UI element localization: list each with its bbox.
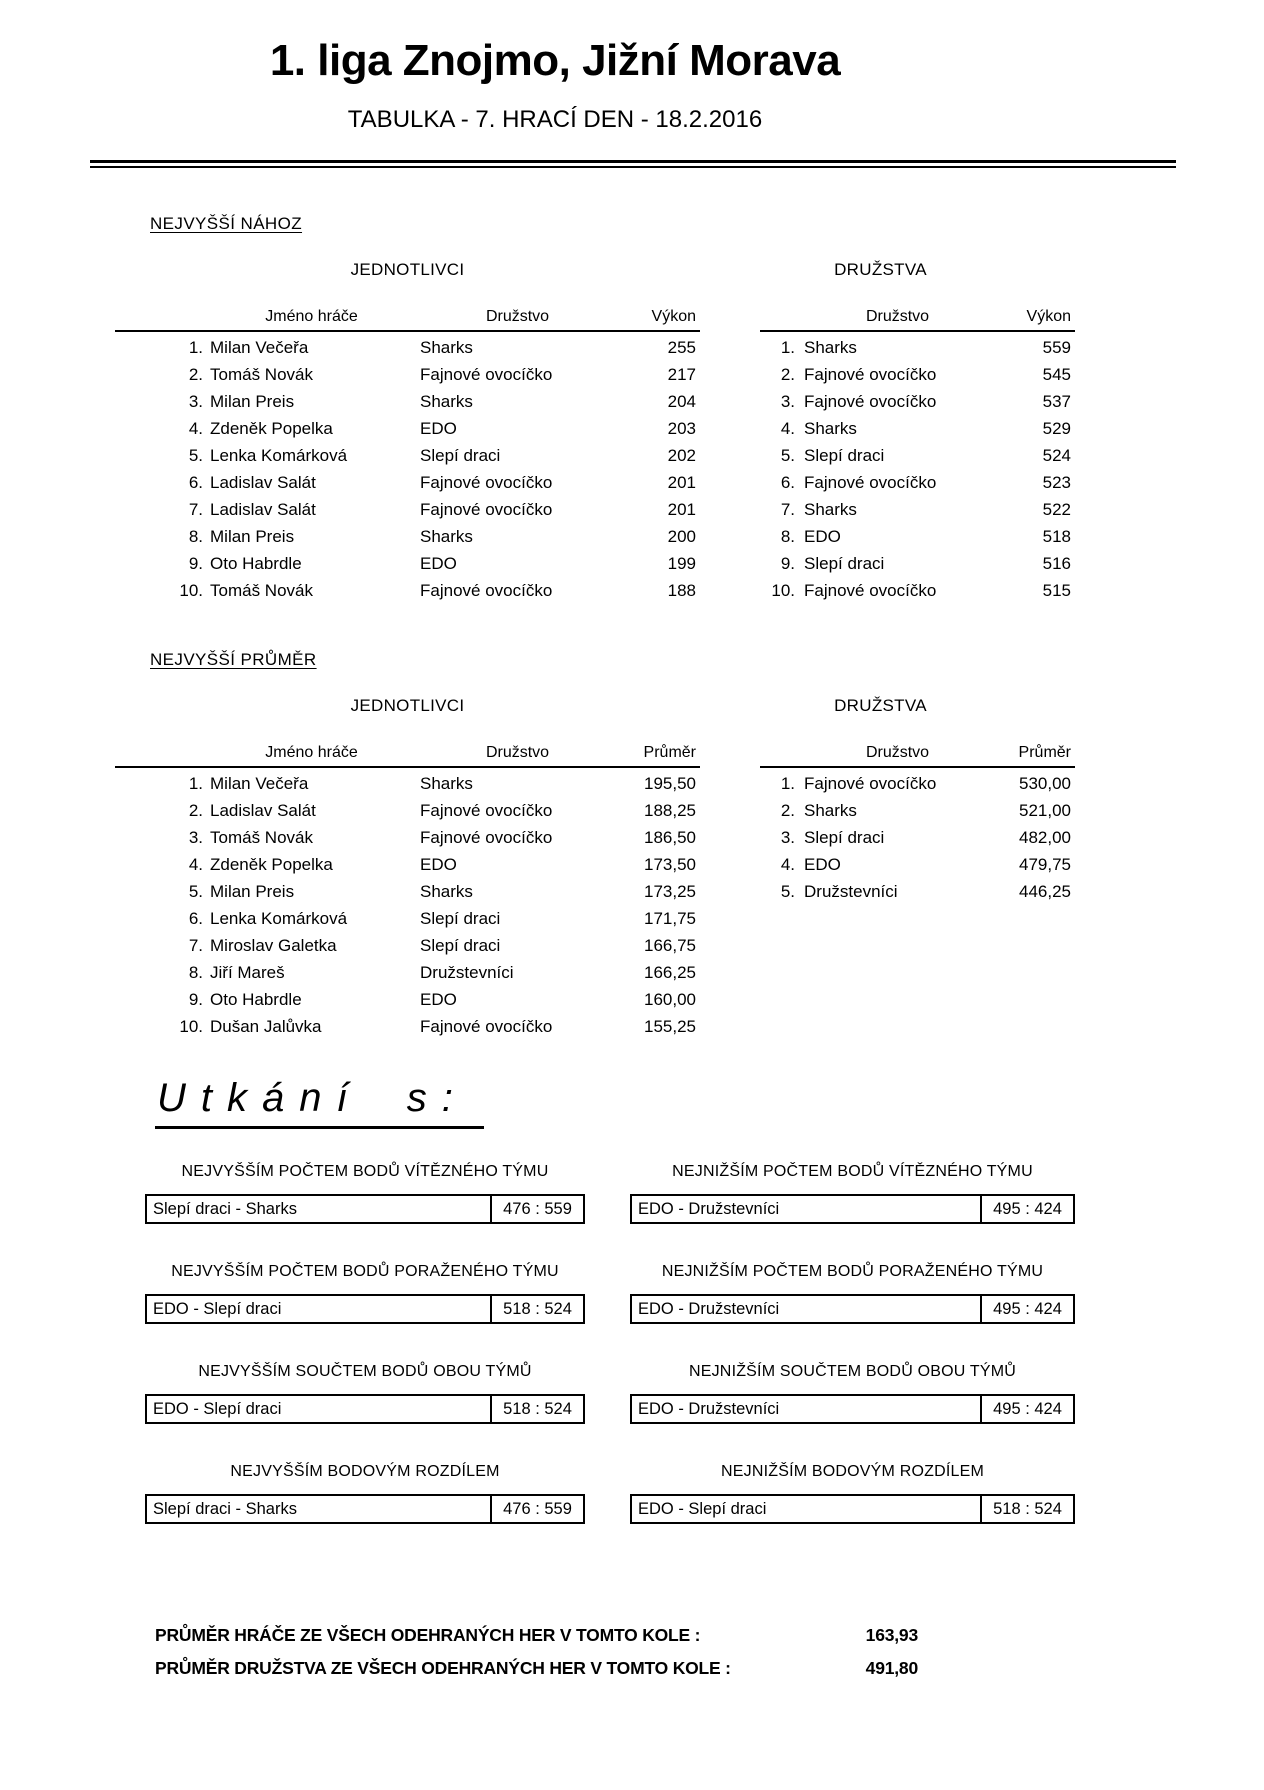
- match-stat-label: NEJVYŠŠÍM POČTEM BODŮ VÍTĚZNÉHO TÝMU: [181, 1163, 549, 1180]
- match-stat-group: [145, 1463, 585, 1524]
- match-stat-group: [145, 1163, 585, 1224]
- row-value: 201: [667, 472, 696, 492]
- row-rank: 7.: [188, 499, 203, 519]
- match-stats-column-left: [145, 1163, 585, 1563]
- player-table-row: [115, 469, 700, 496]
- row-value: 203: [667, 418, 696, 438]
- column-header-player: Jméno hráče: [265, 308, 358, 325]
- player-table-row: [115, 851, 700, 878]
- row-team-name: Sharks: [804, 499, 857, 519]
- row-rank: 6.: [780, 472, 795, 492]
- team-table-row: [760, 469, 1075, 496]
- row-team-name: EDO: [804, 854, 841, 874]
- row-value: 166,75: [644, 935, 696, 955]
- row-rank: 1.: [188, 773, 203, 793]
- row-rank: 2.: [188, 800, 203, 820]
- match-result-box: [630, 1294, 1075, 1324]
- row-value: 186,50: [644, 827, 696, 847]
- row-rank: 9.: [188, 989, 203, 1009]
- team-table-row: [760, 415, 1075, 442]
- row-player-name: Zdeněk Popelka: [210, 418, 333, 438]
- row-value: 200: [667, 526, 696, 546]
- divider-line-bottom: [90, 166, 1176, 168]
- tables-row: [0, 670, 1264, 1040]
- match-teams: Slepí draci - Sharks: [153, 1199, 297, 1218]
- row-player-name: Tomáš Novák: [210, 364, 313, 384]
- match-stat-label: NEJVYŠŠÍM SOUČTEM BODŮ OBOU TÝMŮ: [198, 1363, 532, 1380]
- row-rank: 4.: [780, 854, 795, 874]
- row-team-name: Fajnové ovocíčko: [804, 580, 937, 600]
- row-player-name: Milan Preis: [210, 391, 295, 411]
- row-rank: 1.: [780, 337, 795, 357]
- row-team-name: Slepí draci: [804, 827, 885, 847]
- row-value: 173,50: [644, 854, 696, 874]
- row-team-name: Slepí draci: [804, 553, 885, 573]
- row-team-name: Sharks: [804, 418, 857, 438]
- column-header-value: Výkon: [651, 308, 696, 325]
- row-team-name: Sharks: [420, 773, 473, 793]
- row-value: 524: [1042, 445, 1071, 465]
- player-table-row: [115, 334, 700, 361]
- match-stats-grid: [0, 1163, 1264, 1563]
- row-rank: 3.: [780, 827, 795, 847]
- team-table-row: [760, 797, 1075, 824]
- row-rank: 5.: [780, 445, 795, 465]
- row-team-name: Slepí draci: [420, 445, 501, 465]
- row-player-name: Oto Habrdle: [210, 553, 302, 573]
- row-value: 166,25: [644, 962, 696, 982]
- row-team-name: EDO: [420, 553, 457, 573]
- match-stat-group: [630, 1263, 1075, 1324]
- row-rank: 2.: [780, 800, 795, 820]
- row-player-name: Jiří Mareš: [210, 962, 285, 982]
- row-value: 160,00: [644, 989, 696, 1009]
- row-player-name: Ladislav Salát: [210, 800, 316, 820]
- individuals-table: [115, 670, 700, 1040]
- row-player-name: Milan Preis: [210, 526, 295, 546]
- summary-line: [155, 1619, 918, 1652]
- team-table-row: [760, 577, 1075, 604]
- row-player-name: Miroslav Galetka: [210, 935, 337, 955]
- row-value: 529: [1042, 418, 1071, 438]
- row-team-name: EDO: [804, 526, 841, 546]
- row-rank: 5.: [188, 881, 203, 901]
- player-table-row: [115, 986, 700, 1013]
- row-team-name: Fajnové ovocíčko: [420, 499, 553, 519]
- match-stat-group: [630, 1363, 1075, 1424]
- team-table-row: [760, 851, 1075, 878]
- table-header-row: [760, 742, 1075, 768]
- row-player-name: Tomáš Novák: [210, 580, 313, 600]
- row-player-name: Lenka Komárková: [210, 445, 348, 465]
- row-rank: 9.: [188, 553, 203, 573]
- team-table-row: [760, 550, 1075, 577]
- table-body: [760, 768, 1075, 905]
- match-stat-group: [630, 1163, 1075, 1224]
- row-value: 173,25: [644, 881, 696, 901]
- team-table-row: [760, 334, 1075, 361]
- row-rank: 3.: [188, 827, 203, 847]
- player-table-row: [115, 1013, 700, 1040]
- team-table-row: [760, 824, 1075, 851]
- row-team-name: Slepí draci: [420, 908, 501, 928]
- column-header-team: Družstvo: [485, 308, 550, 325]
- matches-heading-wrap: [155, 1076, 1264, 1129]
- divider-line-top: [90, 160, 1176, 163]
- row-value: 518: [1042, 526, 1071, 546]
- table-body: [760, 332, 1075, 604]
- match-stats-column-right: [630, 1163, 1075, 1563]
- summary-label: PRŮMĚR DRUŽSTVA ZE VŠECH ODEHRANÝCH HER V TOMTO KOLE :: [155, 1658, 731, 1678]
- match-stat-label: NEJNIŽŠÍM POČTEM BODŮ VÍTĚZNÉHO TÝMU: [672, 1163, 1033, 1180]
- row-team-name: Fajnové ovocíčko: [804, 364, 937, 384]
- row-value: 522: [1042, 499, 1071, 519]
- match-stat-label: NEJNIŽŠÍM BODOVÝM ROZDÍLEM: [721, 1463, 984, 1480]
- match-result-box: [630, 1494, 1075, 1524]
- row-value: 545: [1042, 364, 1071, 384]
- match-result-box: [145, 1294, 585, 1324]
- match-stat-label: NEJVYŠŠÍM POČTEM BODŮ PORAŽENÉHO TÝMU: [171, 1263, 559, 1280]
- team-table-row: [760, 361, 1075, 388]
- row-player-name: Milan Večeřa: [210, 773, 309, 793]
- match-result-box: [145, 1194, 585, 1224]
- player-table-row: [115, 959, 700, 986]
- section-matches: [0, 1076, 1264, 1563]
- row-value: 202: [667, 445, 696, 465]
- table-caption: JEDNOTLIVCI: [350, 260, 465, 279]
- row-team-name: Slepí draci: [420, 935, 501, 955]
- row-rank: 6.: [188, 472, 203, 492]
- row-value: 188: [667, 580, 696, 600]
- row-team-name: Sharks: [420, 337, 473, 357]
- table-header-row: [760, 306, 1075, 332]
- match-score: 495 : 424: [980, 1396, 1073, 1422]
- teams-table: [760, 234, 1075, 604]
- row-player-name: Ladislav Salát: [210, 499, 316, 519]
- row-rank: 4.: [188, 854, 203, 874]
- match-score: 495 : 424: [980, 1196, 1073, 1222]
- match-teams: Slepí draci - Sharks: [153, 1499, 297, 1518]
- match-stat-group: [145, 1263, 585, 1324]
- row-player-name: Dušan Jalůvka: [210, 1016, 322, 1036]
- row-rank: 7.: [780, 499, 795, 519]
- table-caption: JEDNOTLIVCI: [350, 696, 465, 715]
- teams-table: [760, 670, 1075, 1040]
- table-caption: DRUŽSTVA: [834, 696, 927, 715]
- row-value: 559: [1042, 337, 1071, 357]
- row-player-name: Zdeněk Popelka: [210, 854, 333, 874]
- row-player-name: Milan Večeřa: [210, 337, 309, 357]
- row-value: 537: [1042, 391, 1071, 411]
- section-highest-average: [0, 650, 1264, 1040]
- match-teams: EDO - Slepí draci: [153, 1299, 282, 1318]
- player-table-row: [115, 932, 700, 959]
- row-value: 521,00: [1019, 800, 1071, 820]
- match-teams: EDO - Družstevníci: [638, 1199, 780, 1218]
- player-table-row: [115, 442, 700, 469]
- table-caption: DRUŽSTVA: [834, 260, 927, 279]
- row-value: 530,00: [1019, 773, 1071, 793]
- row-rank: 7.: [188, 935, 203, 955]
- row-rank: 10.: [179, 580, 203, 600]
- row-team-name: Sharks: [420, 526, 473, 546]
- summary-value: 491,80: [865, 1658, 918, 1678]
- row-rank: 8.: [188, 526, 203, 546]
- player-table-row: [115, 361, 700, 388]
- match-score: 495 : 424: [980, 1296, 1073, 1322]
- player-table-row: [115, 415, 700, 442]
- tables-row: [0, 234, 1264, 604]
- match-stat-group: [145, 1363, 585, 1424]
- player-table-row: [115, 550, 700, 577]
- row-team-name: Sharks: [804, 337, 857, 357]
- summary-label: PRŮMĚR HRÁČE ZE VŠECH ODEHRANÝCH HER V TOMTO KOLE :: [155, 1625, 701, 1645]
- summary-value: 163,93: [865, 1625, 918, 1645]
- row-rank: 10.: [179, 1016, 203, 1036]
- row-player-name: Milan Preis: [210, 881, 295, 901]
- row-value: 199: [667, 553, 696, 573]
- player-table-row: [115, 523, 700, 550]
- row-value: 479,75: [1019, 854, 1071, 874]
- row-team-name: Fajnové ovocíčko: [420, 364, 553, 384]
- row-value: 195,50: [644, 773, 696, 793]
- row-rank: 10.: [771, 580, 795, 600]
- section-highest-throw: [0, 214, 1264, 604]
- row-team-name: Fajnové ovocíčko: [420, 827, 553, 847]
- row-team-name: Fajnové ovocíčko: [804, 472, 937, 492]
- row-team-name: Fajnové ovocíčko: [420, 472, 553, 492]
- match-result-box: [630, 1194, 1075, 1224]
- column-header-team: Družstvo: [865, 744, 930, 761]
- page-subtitle: TABULKA - 7. HRACÍ DEN - 18.2.2016: [347, 106, 763, 133]
- column-header-value: Průměr: [643, 744, 696, 761]
- row-rank: 5.: [188, 445, 203, 465]
- column-header-team: Družstvo: [865, 308, 930, 325]
- header-divider: [90, 160, 1176, 168]
- match-result-box: [145, 1394, 585, 1424]
- row-team-name: EDO: [420, 989, 457, 1009]
- match-stat-label: NEJNIŽŠÍM SOUČTEM BODŮ OBOU TÝMŮ: [688, 1363, 1016, 1380]
- player-table-row: [115, 496, 700, 523]
- row-rank: 3.: [188, 391, 203, 411]
- row-value: 171,75: [644, 908, 696, 928]
- row-value: 155,25: [644, 1016, 696, 1036]
- row-team-name: Fajnové ovocíčko: [420, 580, 553, 600]
- row-team-name: Družstevníci: [804, 881, 898, 901]
- match-teams: EDO - Družstevníci: [638, 1299, 780, 1318]
- player-table-row: [115, 905, 700, 932]
- row-value: 201: [667, 499, 696, 519]
- match-score: 518 : 524: [980, 1496, 1073, 1522]
- row-value: 516: [1042, 553, 1071, 573]
- row-rank: 2.: [780, 364, 795, 384]
- row-rank: 5.: [780, 881, 795, 901]
- table-body: [115, 768, 700, 1040]
- column-header-value: Výkon: [1026, 308, 1071, 325]
- match-score: 518 : 524: [490, 1396, 583, 1422]
- matches-heading: Utkání s:: [155, 1076, 484, 1129]
- player-table-row: [115, 824, 700, 851]
- team-table-row: [760, 770, 1075, 797]
- player-table-row: [115, 878, 700, 905]
- match-stat-label: NEJNIŽŠÍM POČTEM BODŮ PORAŽENÉHO TÝMU: [661, 1263, 1044, 1280]
- team-table-row: [760, 442, 1075, 469]
- row-value: 523: [1042, 472, 1071, 492]
- row-team-name: EDO: [420, 418, 457, 438]
- column-header-player: Jméno hráče: [265, 744, 358, 761]
- player-table-row: [115, 577, 700, 604]
- row-value: 204: [667, 391, 696, 411]
- match-result-box: [145, 1494, 585, 1524]
- row-rank: 6.: [188, 908, 203, 928]
- match-score: 518 : 524: [490, 1296, 583, 1322]
- player-table-row: [115, 797, 700, 824]
- table-header-row: [115, 306, 700, 332]
- section-heading: NEJVYŠŠÍ NÁHOZ: [150, 214, 303, 233]
- row-value: 446,25: [1019, 881, 1071, 901]
- row-team-name: Sharks: [804, 800, 857, 820]
- match-teams: EDO - Družstevníci: [638, 1399, 780, 1418]
- row-player-name: Ladislav Salát: [210, 472, 316, 492]
- row-rank: 8.: [188, 962, 203, 982]
- row-value: 188,25: [644, 800, 696, 820]
- summary-footer: [0, 1619, 918, 1685]
- row-team-name: Fajnové ovocíčko: [804, 391, 937, 411]
- column-header-team: Družstvo: [485, 744, 550, 761]
- table-body: [115, 332, 700, 604]
- row-rank: 4.: [188, 418, 203, 438]
- row-player-name: Oto Habrdle: [210, 989, 302, 1009]
- row-rank: 2.: [188, 364, 203, 384]
- row-team-name: EDO: [420, 854, 457, 874]
- player-table-row: [115, 388, 700, 415]
- match-score: 476 : 559: [490, 1496, 583, 1522]
- section-heading: NEJVYŠŠÍ PRŮMĚR: [150, 650, 317, 669]
- player-table-row: [115, 770, 700, 797]
- row-team-name: Družstevníci: [420, 962, 514, 982]
- row-team-name: Sharks: [420, 391, 473, 411]
- individuals-table: [115, 234, 700, 604]
- match-stat-group: [630, 1463, 1075, 1524]
- row-team-name: Fajnové ovocíčko: [420, 800, 553, 820]
- match-score: 476 : 559: [490, 1196, 583, 1222]
- row-team-name: Fajnové ovocíčko: [420, 1016, 553, 1036]
- row-rank: 1.: [780, 773, 795, 793]
- row-team-name: Slepí draci: [804, 445, 885, 465]
- column-header-value: Průměr: [1018, 744, 1071, 761]
- row-value: 255: [667, 337, 696, 357]
- team-table-row: [760, 496, 1075, 523]
- row-rank: 4.: [780, 418, 795, 438]
- row-rank: 3.: [780, 391, 795, 411]
- team-table-row: [760, 523, 1075, 550]
- row-value: 217: [667, 364, 696, 384]
- summary-line: [155, 1652, 918, 1685]
- row-rank: 1.: [188, 337, 203, 357]
- table-header-row: [115, 742, 700, 768]
- row-value: 515: [1042, 580, 1071, 600]
- match-teams: EDO - Slepí draci: [638, 1499, 767, 1518]
- row-player-name: Lenka Komárková: [210, 908, 348, 928]
- row-rank: 8.: [780, 526, 795, 546]
- row-rank: 9.: [780, 553, 795, 573]
- row-player-name: Tomáš Novák: [210, 827, 313, 847]
- team-table-row: [760, 388, 1075, 415]
- row-team-name: Sharks: [420, 881, 473, 901]
- team-table-row: [760, 878, 1075, 905]
- row-value: 482,00: [1019, 827, 1071, 847]
- match-teams: EDO - Slepí draci: [153, 1399, 282, 1418]
- row-team-name: Fajnové ovocíčko: [804, 773, 937, 793]
- page-title: 1. liga Znojmo, Jižní Morava: [269, 36, 841, 85]
- match-stat-label: NEJVYŠŠÍM BODOVÝM ROZDÍLEM: [230, 1463, 500, 1480]
- match-result-box: [630, 1394, 1075, 1424]
